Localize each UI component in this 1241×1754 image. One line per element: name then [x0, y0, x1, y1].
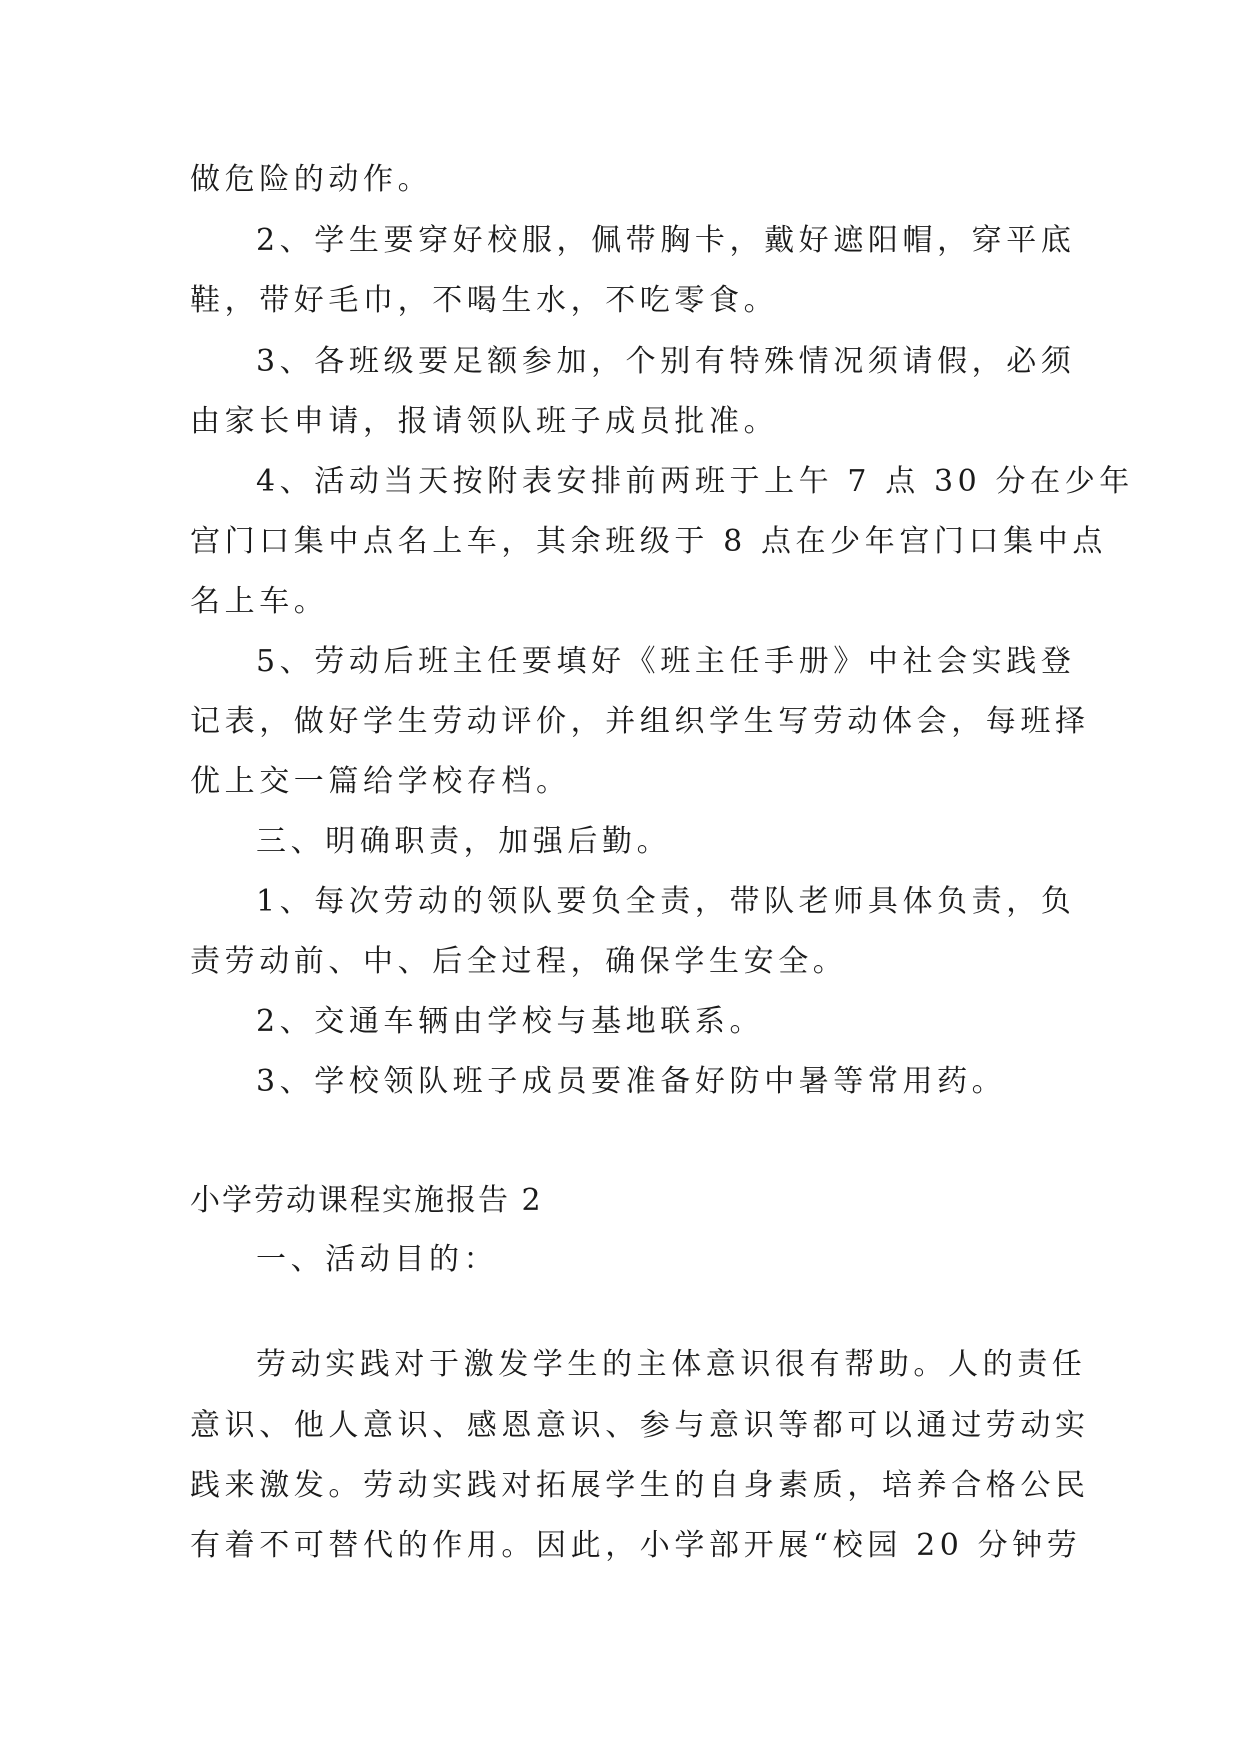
text-line: 名上车。 — [190, 584, 329, 619]
text-line: 意识、他人意识、感恩意识、参与意识等都可以通过劳动实 — [190, 1408, 1090, 1443]
text-line: 记表，做好学生劳动评价，并组织学生写劳动体会，每班择 — [190, 704, 1090, 739]
text-line: 2、交通车辆由学校与基地联系。 — [256, 1004, 765, 1039]
text-line: 优上交一篇给学校存档。 — [190, 764, 571, 799]
text-line: 宫门口集中点名上车，其余班级于 8 点在少年宫门口集中点 — [190, 524, 1107, 559]
text-line: 5、劳动后班主任要填好《班主任手册》中社会实践登 — [256, 644, 1076, 679]
text-line: 3、学校领队班子成员要准备好防中暑等常用药。 — [256, 1064, 1007, 1099]
text-line: 责劳动前、中、后全过程，确保学生安全。 — [190, 944, 848, 979]
text-line: 劳动实践对于激发学生的主体意识很有帮助。人的责任 — [256, 1347, 1087, 1382]
text-line: 践来激发。劳动实践对拓展学生的自身素质，培养合格公民 — [190, 1468, 1090, 1503]
text-line: 3、各班级要足额参加，个别有特殊情况须请假，必须 — [256, 344, 1076, 379]
text-line: 2、学生要穿好校服，佩带胸卡，戴好遮阳帽，穿平底 — [256, 223, 1076, 258]
text-line: 有着不可替代的作用。因此，小学部开展“校园 20 分钟劳 — [190, 1528, 1082, 1563]
section-heading: 一、活动目的： — [256, 1242, 499, 1277]
text-line: 4、活动当天按附表安排前两班于上午 7 点 30 分在少年 — [256, 464, 1134, 499]
text-line: 由家长申请，报请领队班子成员批准。 — [190, 404, 779, 439]
report-title: 小学劳动课程实施报告 2 — [190, 1183, 543, 1218]
section-heading: 三、明确职责，加强后勤。 — [256, 824, 672, 859]
text-line: 做危险的动作。 — [190, 162, 433, 197]
text-line: 1、每次劳动的领队要负全责，带队老师具体负责，负 — [256, 884, 1076, 919]
text-line: 鞋，带好毛巾，不喝生水，不吃零食。 — [190, 283, 779, 318]
